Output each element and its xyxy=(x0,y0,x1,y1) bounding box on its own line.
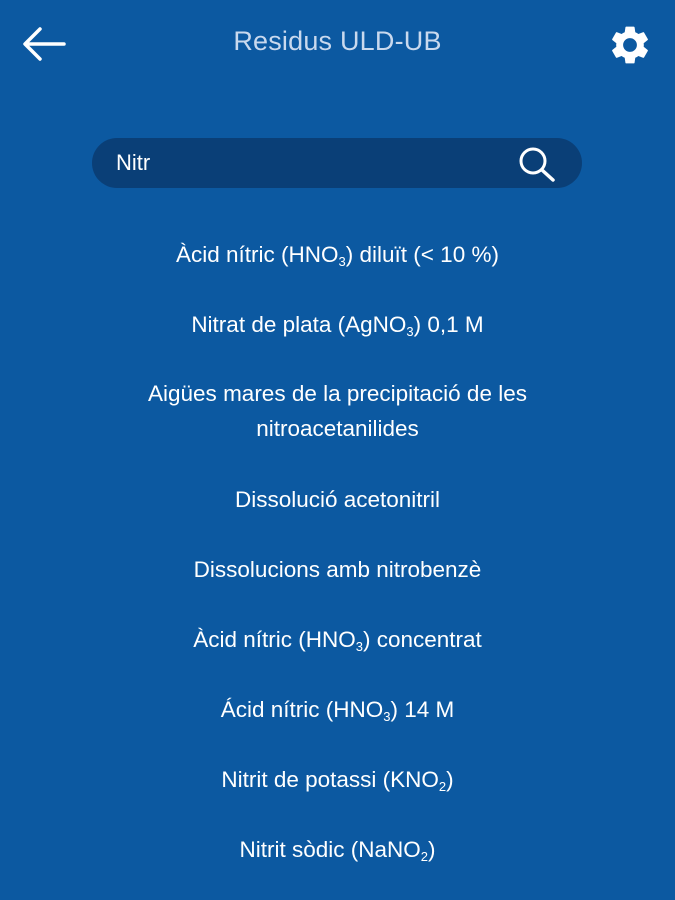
subscript: 2 xyxy=(438,779,447,794)
list-item[interactable] xyxy=(0,675,675,745)
search-button[interactable] xyxy=(516,145,558,183)
result-text: Aigües mares de la precipitació de les nitroacetanilides xyxy=(148,381,527,441)
gear-icon xyxy=(607,22,653,68)
list-item[interactable] xyxy=(0,465,675,535)
settings-button[interactable] xyxy=(607,22,653,68)
results-list xyxy=(0,220,675,885)
search-icon xyxy=(516,145,558,183)
result-text: ) xyxy=(428,837,436,862)
app-header xyxy=(0,0,675,88)
result-text: Nitrat de plata (AgNO xyxy=(191,312,407,337)
list-item[interactable] xyxy=(0,360,675,465)
result-text: Nitrit de potassi (KNO xyxy=(221,767,439,792)
list-item[interactable] xyxy=(0,605,675,675)
search-bar xyxy=(92,138,582,188)
page-title: Residus ULD-UB xyxy=(233,26,442,56)
result-text: Dissolucions amb nitrobenzè xyxy=(193,557,482,582)
list-item[interactable] xyxy=(0,535,675,605)
result-text: Àcid nítric (HNO xyxy=(193,627,356,652)
result-text: Dissolució acetonitril xyxy=(234,487,441,512)
list-item[interactable] xyxy=(0,815,675,885)
list-item[interactable] xyxy=(0,290,675,360)
result-text: ) 14 M xyxy=(390,697,455,722)
subscript: 3 xyxy=(338,254,346,269)
result-text: Àcid nítric (HNO xyxy=(176,242,339,267)
result-text: ) 0,1 M xyxy=(413,312,484,337)
result-text: Nitrit sòdic (NaNO xyxy=(239,837,421,862)
result-text: ) diluït (< 10 %) xyxy=(345,242,499,267)
list-item[interactable] xyxy=(0,220,675,290)
subscript: 2 xyxy=(420,849,428,864)
result-text: ) xyxy=(446,767,454,792)
list-item[interactable] xyxy=(0,745,675,815)
search-input[interactable] xyxy=(116,138,506,188)
subscript: 3 xyxy=(355,639,363,654)
subscript: 3 xyxy=(406,324,414,339)
result-text: Ácid nítric (HNO xyxy=(220,697,384,722)
subscript: 3 xyxy=(383,709,391,724)
result-text: ) concentrat xyxy=(362,627,482,652)
